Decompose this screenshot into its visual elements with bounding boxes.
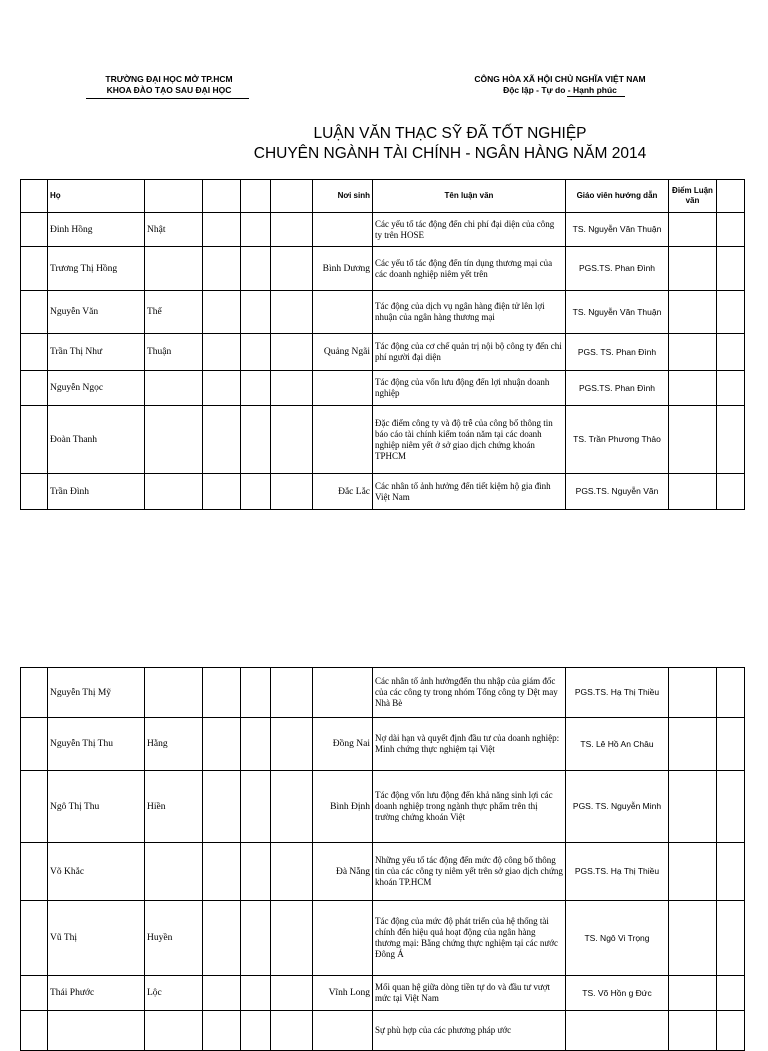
graduates-table-2 <box>20 667 745 1051</box>
cell-thesis-title: Tác động của vốn lưu động đến lợi nhuận doanh nghiệp <box>373 371 566 406</box>
cell-score <box>669 843 717 901</box>
empty-cell <box>203 668 241 718</box>
cell-score <box>669 474 717 510</box>
empty-cell <box>203 843 241 901</box>
cell-ten <box>145 406 203 474</box>
empty-cell <box>717 247 745 291</box>
empty-cell <box>717 901 745 976</box>
cell-ten: Huyền <box>145 901 203 976</box>
empty-cell <box>203 901 241 976</box>
cell-noi-sinh <box>313 1011 373 1051</box>
empty-cell <box>271 718 313 771</box>
cell-advisor: PGS.TS. Nguyễn Văn <box>566 474 669 510</box>
cell-ten: Hằng <box>145 718 203 771</box>
empty-cell <box>21 291 48 334</box>
cell-thesis-title: Sự phù hợp của các phương pháp ước <box>373 1011 566 1051</box>
cell-score <box>669 668 717 718</box>
table-row <box>21 1011 745 1051</box>
cell-advisor: TS. Nguyễn Văn Thuận <box>566 213 669 247</box>
empty-cell <box>717 668 745 718</box>
cell-ten <box>145 247 203 291</box>
empty-cell <box>241 771 271 843</box>
empty-cell <box>241 291 271 334</box>
empty-cell <box>271 976 313 1011</box>
national-name: CÔNG HÒA XÃ HỘI CHỦ NGHĨA VIỆT NAM <box>474 74 646 84</box>
cell-advisor: TS. Nguyễn Văn Thuận <box>566 291 669 334</box>
empty-cell <box>203 771 241 843</box>
cell-thesis-title: Các nhân tố ảnh hưởngđến thu nhập của giám đốc của các công ty trong nhóm Tổng công ty Dệt may Nhà Bè <box>373 668 566 718</box>
empty-cell <box>271 843 313 901</box>
cell-noi-sinh: Quảng Ngãi <box>313 334 373 371</box>
motto: Độc lập - Tự do - Hạnh phúc <box>503 85 617 95</box>
table-row <box>21 406 745 474</box>
empty-cell <box>21 406 48 474</box>
empty-cell <box>203 247 241 291</box>
empty-cell <box>21 1011 48 1051</box>
empty-cell <box>271 1011 313 1051</box>
cell-ten <box>145 474 203 510</box>
empty-cell <box>241 371 271 406</box>
cell-score <box>669 371 717 406</box>
university-header <box>84 74 254 96</box>
cell-thesis-title: Tác động của mức độ phát triển của hệ thống tài chính đến hiệu quả hoạt động của ngân hàng thương mại: Bằng chứng thực nghiệm tại các nước Đông Á <box>373 901 566 976</box>
cell-ho: Đoàn Thanh <box>48 406 145 474</box>
cell-thesis-title: Mối quan hệ giữa dòng tiền tự do và đầu tư vượt mức tại Việt Nam <box>373 976 566 1011</box>
cell-ho: Nguyễn Thị Thu <box>48 718 145 771</box>
cell-ten <box>145 668 203 718</box>
empty-cell <box>717 213 745 247</box>
col-header-noi-sinh: Nơi sinh <box>313 180 373 213</box>
document-title <box>200 124 700 164</box>
cell-score <box>669 247 717 291</box>
cell-advisor: PGS.TS. Hạ Thị Thiều <box>566 668 669 718</box>
empty-cell <box>717 843 745 901</box>
title-line-1: LUẬN VĂN THẠC SỸ ĐÃ TỐT NGHIỆP <box>313 125 587 142</box>
cell-ho: Vũ Thị <box>48 901 145 976</box>
empty-cell <box>203 718 241 771</box>
cell-advisor: TS. Ngô Vi Trọng <box>566 901 669 976</box>
cell-ho: Võ Khắc <box>48 843 145 901</box>
cell-ho: Trần Đình <box>48 474 145 510</box>
empty-cell <box>241 406 271 474</box>
empty-cell <box>21 901 48 976</box>
cell-score <box>669 901 717 976</box>
header-underline <box>86 98 249 99</box>
cell-score <box>669 334 717 371</box>
faculty-name: KHOA ĐÀO TẠO SAU ĐẠI HỌC <box>106 85 232 95</box>
empty-cell <box>271 668 313 718</box>
table-row <box>21 371 745 406</box>
cell-advisor: TS. Lê Hồ An Châu <box>566 718 669 771</box>
empty-cell <box>203 976 241 1011</box>
empty-cell <box>241 843 271 901</box>
cell-ho <box>48 1011 145 1051</box>
cell-ten: Lộc <box>145 976 203 1011</box>
empty-cell <box>271 213 313 247</box>
cell-advisor: PGS.TS. Phan Đình <box>566 247 669 291</box>
cell-noi-sinh <box>313 371 373 406</box>
empty-cell <box>241 718 271 771</box>
table-row <box>21 718 745 771</box>
cell-score <box>669 718 717 771</box>
empty-cell <box>271 334 313 371</box>
cell-noi-sinh <box>313 213 373 247</box>
cell-advisor: PGS. TS. Nguyễn Minh <box>566 771 669 843</box>
graduates-table-1 <box>20 179 745 510</box>
empty-cell <box>21 334 48 371</box>
cell-ho: Trương Thị Hồng <box>48 247 145 291</box>
empty-cell <box>717 334 745 371</box>
empty-cell <box>717 406 745 474</box>
cell-ho: Nguyễn Văn <box>48 291 145 334</box>
col-header-ho: Họ <box>48 180 145 213</box>
cell-noi-sinh: Đồng Nai <box>313 718 373 771</box>
cell-ten: Thể <box>145 291 203 334</box>
national-motto-header <box>462 74 658 96</box>
cell-ho: Ngô Thị Thu <box>48 771 145 843</box>
title-line-2: CHUYÊN NGÀNH TÀI CHÍNH - NGÂN HÀNG NĂM 2014 <box>253 145 647 162</box>
empty-cell <box>21 771 48 843</box>
empty-cell <box>717 474 745 510</box>
empty-cell <box>203 334 241 371</box>
empty-cell <box>717 718 745 771</box>
cell-thesis-title: Các nhân tố ảnh hưởng đến tiết kiệm hộ gia đình Việt Nam <box>373 474 566 510</box>
cell-ten: Nhật <box>145 213 203 247</box>
empty-cell <box>241 474 271 510</box>
empty-cell <box>717 976 745 1011</box>
table-row <box>21 771 745 843</box>
cell-thesis-title: Tác động của cơ chế quản trị nội bộ công ty đến chi phí người đại diện <box>373 334 566 371</box>
cell-score <box>669 771 717 843</box>
empty-cell <box>271 901 313 976</box>
empty-cell <box>717 291 745 334</box>
cell-ten <box>145 1011 203 1051</box>
empty-cell <box>203 474 241 510</box>
empty-cell <box>271 371 313 406</box>
empty-cell <box>203 1011 241 1051</box>
cell-noi-sinh <box>313 406 373 474</box>
cell-noi-sinh: Đắc Lắc <box>313 474 373 510</box>
cell-ten <box>145 843 203 901</box>
table-row <box>21 213 745 247</box>
empty-cell <box>717 371 745 406</box>
table-row <box>21 668 745 718</box>
cell-ten <box>145 371 203 406</box>
empty-cell <box>271 771 313 843</box>
empty-cell <box>241 901 271 976</box>
cell-advisor: PGS. TS. Phan Đình <box>566 334 669 371</box>
empty-cell <box>241 976 271 1011</box>
empty-cell <box>271 406 313 474</box>
cell-score <box>669 291 717 334</box>
empty-cell <box>271 474 313 510</box>
cell-noi-sinh <box>313 668 373 718</box>
empty-cell <box>241 247 271 291</box>
cell-thesis-title: Nợ dài hạn và quyết định đầu tư của doanh nghiệp: Minh chứng thực nghiệm tại Việt <box>373 718 566 771</box>
empty-cell <box>21 843 48 901</box>
cell-ho: Nguyễn Thị Mỹ <box>48 668 145 718</box>
empty-cell <box>21 371 48 406</box>
cell-score <box>669 1011 717 1051</box>
cell-noi-sinh: Vĩnh Long <box>313 976 373 1011</box>
empty-cell <box>21 213 48 247</box>
table-row <box>21 901 745 976</box>
table-row <box>21 843 745 901</box>
empty-cell <box>21 668 48 718</box>
empty-cell <box>241 334 271 371</box>
cell-thesis-title: Các yếu tố tác động đến chi phí đại diện của công ty trên HOSE <box>373 213 566 247</box>
cell-ho: Thái Phước <box>48 976 145 1011</box>
empty-cell <box>241 668 271 718</box>
cell-thesis-title: Tác động vốn lưu động đến khả năng sinh lợi các doanh nghiệp trong ngành thực phẩm trên thị trường chứng khoán Việt <box>373 771 566 843</box>
cell-advisor: PGS.TS. Hạ Thị Thiều <box>566 843 669 901</box>
empty-cell <box>21 718 48 771</box>
empty-cell <box>203 213 241 247</box>
empty-cell <box>203 406 241 474</box>
empty-cell <box>241 1011 271 1051</box>
cell-score <box>669 976 717 1011</box>
cell-ho: Đinh Hồng <box>48 213 145 247</box>
cell-ten: Hiền <box>145 771 203 843</box>
cell-ho: Trần Thị Như <box>48 334 145 371</box>
empty-cell <box>717 1011 745 1051</box>
empty-cell <box>241 213 271 247</box>
cell-score <box>669 213 717 247</box>
motto-underline <box>567 96 625 97</box>
cell-ho: Nguyễn Ngọc <box>48 371 145 406</box>
cell-thesis-title: Tác động của dịch vụ ngân hàng điện tử lên lợi nhuận của ngân hàng thương mại <box>373 291 566 334</box>
cell-noi-sinh <box>313 901 373 976</box>
cell-noi-sinh: Bình Định <box>313 771 373 843</box>
cell-advisor: TS. Trần Phương Thảo <box>566 406 669 474</box>
empty-cell <box>21 247 48 291</box>
table-row <box>21 291 745 334</box>
table-row <box>21 334 745 371</box>
cell-noi-sinh: Bình Dương <box>313 247 373 291</box>
cell-thesis-title: Đặc điểm công ty và độ trễ của công bố thông tin báo cáo tài chính kiểm toán năm tại các doanh nghiệp niêm yết ở sở giao dịch chứng khoán TPHCM <box>373 406 566 474</box>
empty-cell <box>717 771 745 843</box>
cell-advisor: TS. Võ Hồn g Đức <box>566 976 669 1011</box>
cell-noi-sinh: Đà Nẵng <box>313 843 373 901</box>
cell-thesis-title: Những yếu tố tác động đến mức độ công bố thông tin của các công ty niêm yết trên sở giao dịch chứng khoán TP.HCM <box>373 843 566 901</box>
col-header-gvhd: Giáo viên hướng dẫn <box>566 180 669 213</box>
empty-cell <box>203 371 241 406</box>
empty-cell <box>203 291 241 334</box>
cell-thesis-title: Các yếu tố tác động đến tín dụng thương mại của các doanh nghiệp niêm yết trên <box>373 247 566 291</box>
empty-cell <box>271 291 313 334</box>
empty-cell <box>21 976 48 1011</box>
table-header-row <box>21 180 745 213</box>
empty-cell <box>21 474 48 510</box>
table-row <box>21 474 745 510</box>
cell-advisor: PGS.TS. Phan Đình <box>566 371 669 406</box>
cell-ten: Thuận <box>145 334 203 371</box>
cell-score <box>669 406 717 474</box>
university-name: TRƯỜNG ĐẠI HỌC MỞ TP.HCM <box>105 74 233 84</box>
table-row <box>21 247 745 291</box>
table-row <box>21 976 745 1011</box>
col-header-diem: Điểm Luận văn <box>669 180 717 213</box>
empty-cell <box>271 247 313 291</box>
cell-noi-sinh <box>313 291 373 334</box>
cell-advisor <box>566 1011 669 1051</box>
col-header-ten-luan-van: Tên luận văn <box>373 180 566 213</box>
